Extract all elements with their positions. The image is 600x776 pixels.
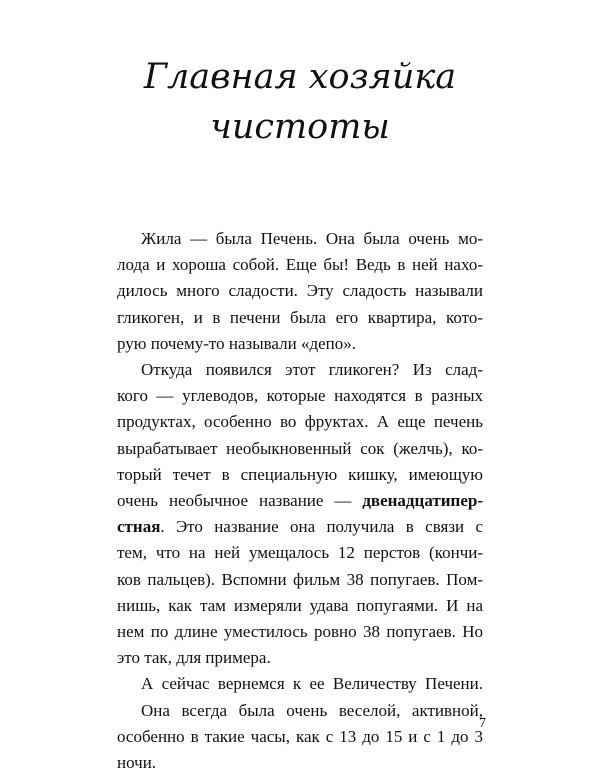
- chapter-title: [0, 52, 600, 152]
- text-line: нем по длине уместилось ровно 38 попугаев. Но: [117, 622, 483, 642]
- bold-term-part-2: стная: [117, 517, 161, 537]
- text-line: Жила — была Печень. Она была очень мо-: [141, 229, 483, 248]
- text-line: тем, что на ней умещалось 12 перстов (кончи-: [117, 543, 483, 563]
- bold-term-part-1: двенадцатипер-: [362, 491, 483, 511]
- chapter-body: [117, 226, 483, 776]
- text-line: дилось много сладости. Эту сладость называли: [117, 281, 483, 301]
- text-line: продуктах, особенно во фруктах. А еще печень: [117, 412, 483, 432]
- text-line: особенно в такие часы, как с 13 до 15 и с 1 до 3: [117, 726, 483, 746]
- page-number: 7: [479, 716, 486, 731]
- text-line: кого — углеводов, которые находятся в разных: [117, 386, 483, 406]
- text-line: вырабатывает необыкновенный сок (желчь), ко-: [117, 438, 483, 458]
- text-line-with-term: [117, 488, 483, 514]
- text-line: торый течет в специальную кишку, имеющую: [117, 464, 483, 484]
- text-line: А сейчас вернемся к ее Величеству Печени.: [141, 674, 483, 694]
- text-line-with-term: [117, 514, 483, 540]
- text-line: ночи.: [117, 753, 157, 773]
- text-line: Откуда появился этот гликоген? Из слад-: [141, 360, 483, 380]
- text-line: нишь, как там измеряли удава попугаями. И на: [117, 595, 483, 615]
- text-fragment: очень необычное название —: [117, 491, 363, 511]
- text-line: рую почему-то называли «депо».: [117, 333, 357, 353]
- text-line: лода и хороша собой. Еще бы! Ведь в ней нахо-: [117, 255, 483, 275]
- text-fragment: . Это название она получила в связи с: [160, 517, 483, 537]
- text-line: это так, для примера.: [117, 648, 271, 668]
- text-line: Она всегда была очень веселой, активной,: [141, 700, 483, 720]
- chapter-title-line-2: чистоты: [210, 107, 390, 147]
- text-line: ков пальцев). Вспомни фильм 38 попугаев. Пом-: [117, 569, 483, 589]
- chapter-title-line-1: Главная хозяйка: [143, 57, 457, 97]
- text-line: гликоген, и в печени была его квартира, кото-: [117, 307, 483, 327]
